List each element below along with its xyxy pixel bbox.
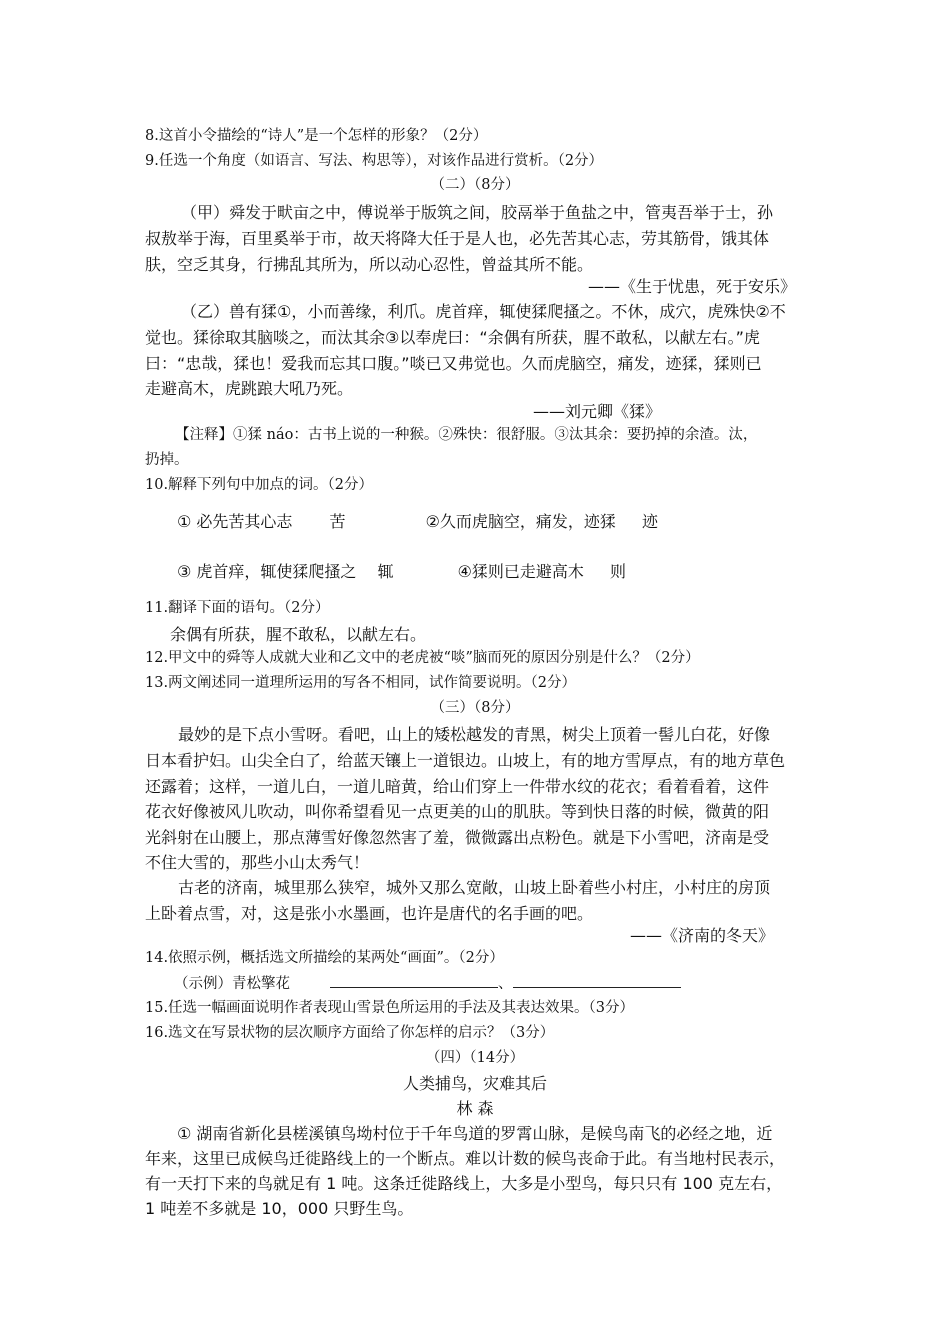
question-14: 14.依照示例，概括选文所描绘的某两处“画面”。（2分）	[145, 950, 504, 966]
question-9: 9.任选一个角度（如语言、写法、构思等），对该作品进行赏析。（2分）	[145, 153, 604, 169]
passage-yi-line: 走避高木，虎跳踉大吼乃死。	[145, 379, 354, 398]
article-line: ① 湖南省新化县槎溪镇鸟坳村位于千年鸟道的罗霄山脉，是候鸟南飞的必经之地，近	[177, 1124, 773, 1143]
blank-separator: 、	[498, 976, 513, 992]
question-13: 13.两文阐述同一道理所运用的写各不相同，试作简要说明。（2分）	[145, 675, 577, 691]
passage-jia-line: 肤，空乏其身，行拂乱其所为，所以动心忍性，曾益其所不能。	[145, 255, 594, 274]
passage-jia-line: 叔敖举于海，百里奚举于市，故天将降大任于是人也，必先苦其心志，劳其筋骨，饿其体	[145, 229, 770, 248]
article-line: 年来，这里已成候鸟迁徙路线上的一个断点。难以计数的候鸟丧命于此。有当地村民表示，	[145, 1149, 786, 1168]
question-16: 16.选文在写景状物的层次顺序方面给了你怎样的启示？（3分）	[145, 1025, 555, 1041]
passage-3-line: 光斜射在山腰上，那点薄雪好像忽然害了羞，微微露出点粉色。就是下小雪吧，济南是受	[145, 828, 770, 847]
annotation-line: 【注释】①猱 náo：古书上说的一种猴。②殊快：很舒服。③汰其余：要扔掉的余渣。汰，	[175, 427, 758, 443]
question-12: 12.甲文中的舜等人成就大业和乙文中的老虎被“啖”脑而死的原因分别是什么？（2分）	[145, 650, 700, 666]
article-title: 人类捕鸟，灾难其后	[402, 1074, 547, 1093]
passage-3-line: 不住大雪的，那些小山太秀气！	[145, 853, 370, 872]
article-author: 林 森	[456, 1099, 494, 1118]
passage-3-line: 还露着；这样，一道儿白，一道儿暗黄，给山们穿上一件带水纹的花衣；看着看着，这件	[145, 777, 770, 796]
section-4-heading: （四）（14分）	[425, 1050, 525, 1066]
question-14-example-text: （示例）青松擎花	[174, 976, 290, 992]
passage-3-line: 最妙的是下点小雪呀。看吧，山上的矮松越发的青黑，树尖上顶着一髻儿白花，好像	[178, 725, 771, 744]
passage-yi-line: 觉也。猱徐取其脑啖之，而汰其余③以奉虎曰：“余偶有所获，腥不敢私，以献左右。”虎	[145, 328, 760, 347]
question-10: 10.解释下列句中加点的词。（2分）	[145, 477, 374, 493]
passage-3-line: 古老的济南，城里那么狭窄，城外又那么宽敞，山坡上卧着些小村庄，小村庄的房顶	[178, 878, 771, 897]
question-10-item: ③ 虎首痒，辄使猱爬搔之 辄 ④猱则已走避高木 则	[177, 562, 627, 581]
answer-blank-2[interactable]	[513, 975, 681, 988]
question-14-example	[174, 975, 681, 993]
passage-yi-line: 曰：“忠哉，猱也！爱我而忘其口腹。”啖已又弗觉也。久而虎脑空，痛发，迹猱，猱则已	[145, 354, 762, 373]
annotation-line: 扔掉。	[145, 452, 189, 468]
question-8: 8.这首小令描绘的“诗人”是一个怎样的形象？（2分）	[145, 128, 488, 144]
article-line: 1 吨差不多就是 10，000 只野生鸟。	[145, 1199, 414, 1218]
question-11-sentence: 余偶有所获，腥不敢私，以献左右。	[170, 625, 427, 644]
passage-yi-source: ——刘元卿《猱》	[533, 402, 662, 421]
passage-jia-source: ——《生于忧患，死于安乐》	[588, 277, 797, 296]
passage-yi-line: （乙）兽有猱①，小而善缘，利爪。虎首痒，辄使猱爬搔之。不休，成穴，虎殊快②不	[181, 302, 786, 321]
passage-3-source: ——《济南的冬天》	[630, 926, 775, 945]
passage-jia-line: （甲）舜发于畎亩之中，傅说举于版筑之间，胶鬲举于鱼盐之中，管夷吾举于士，孙	[181, 203, 774, 222]
section-3-heading: （三）（8分）	[430, 700, 520, 716]
question-15: 15.任选一幅画面说明作者表现山雪景色所运用的手法及其表达效果。（3分）	[145, 1000, 635, 1016]
passage-3-line: 日本看护妇。山尖全白了，给蓝天镶上一道银边。山坡上，有的地方雪厚点，有的地方草色	[145, 751, 786, 770]
passage-3-line: 花衣好像被风儿吹动，叫你希望看见一点更美的山的肌肤。等到快日落的时候，微黄的阳	[145, 802, 770, 821]
question-11: 11.翻译下面的语句。（2分）	[145, 600, 330, 616]
question-10-item: ① 必先苦其心志 苦 ②久而虎脑空，痛发，迹猱 迹	[177, 512, 659, 531]
passage-3-line: 上卧着点雪，对，这是张小水墨画，也许是唐代的名手画的吧。	[145, 904, 594, 923]
section-2-heading: （二）（8分）	[430, 177, 520, 193]
answer-blank-1[interactable]	[330, 975, 498, 988]
article-line: 有一天打下来的鸟就足有 1 吨。这条迁徙路线上，大多是小型鸟，每只只有 100 克左右，	[145, 1174, 783, 1193]
